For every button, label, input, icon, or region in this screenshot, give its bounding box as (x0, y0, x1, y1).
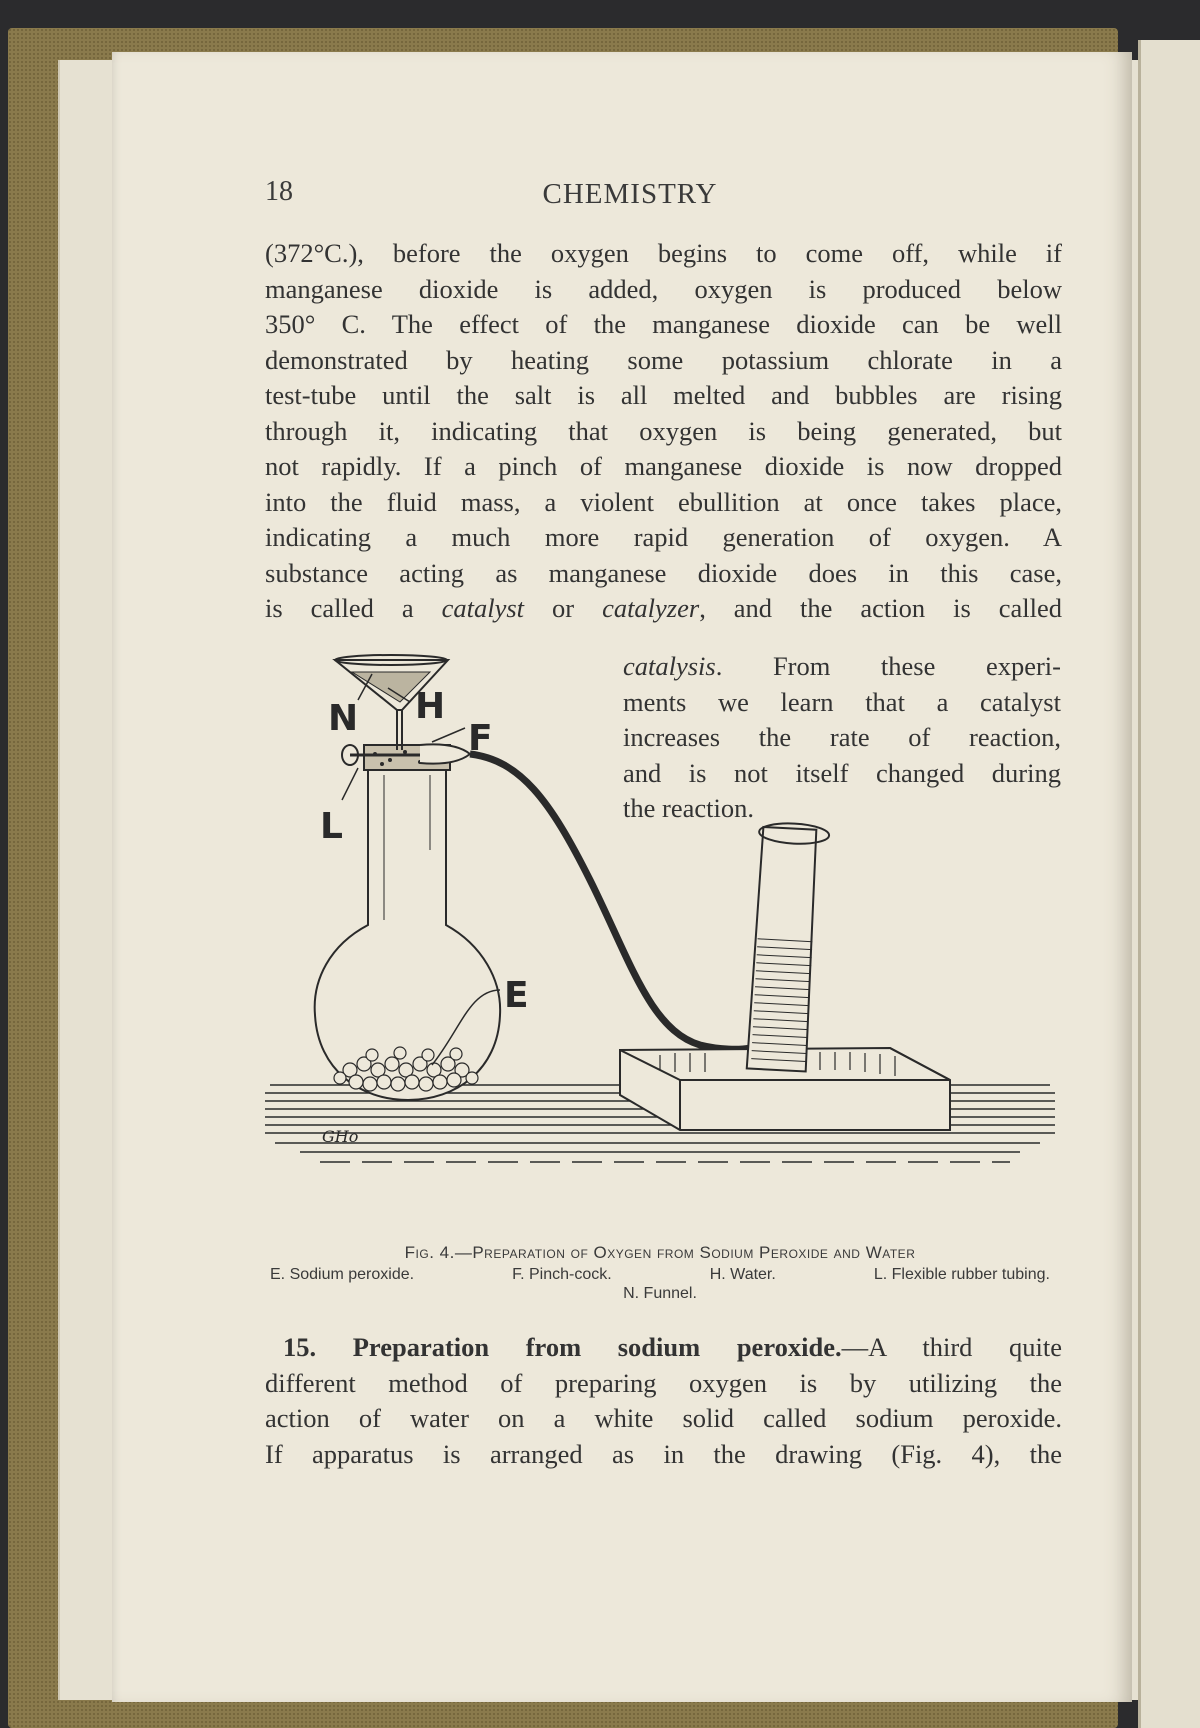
section-heading: 15. Preparation from sodium peroxide. (283, 1332, 842, 1362)
text-line: not rapidly. If a pinch of manganese dioxide is now dropped (265, 451, 1062, 481)
caption-key: H. Water. (709, 1266, 776, 1283)
text-line: increases the rate of reaction, (623, 722, 1061, 752)
text-line: ments we learn that a catalyst (623, 686, 1061, 717)
line11-mid: or (524, 593, 603, 623)
text-line: and is not itself changed during (623, 757, 1061, 788)
text-line: If apparatus is arranged as in the drawing (Fig. 4), the (265, 1438, 1062, 1469)
text-line: action of water on a white solid called sodium peroxide. (265, 1403, 1062, 1433)
running-head: CHEMISTRY (542, 178, 718, 210)
page-header (0, 176, 1200, 216)
text-line: (372°C.), before the oxygen begins to come off, while if (265, 238, 1062, 268)
caption-key: L. Flexible rubber tubing. (873, 1266, 1050, 1283)
page-number: 18 (265, 176, 293, 207)
term-catalyzer: catalyzer (602, 593, 700, 623)
section-15 (265, 1330, 1062, 1472)
label-e: E (504, 975, 529, 1016)
facing-page (1138, 40, 1200, 1728)
text-line: the reaction. (623, 793, 754, 823)
caption-key: F. Pinch-cock. (512, 1266, 612, 1283)
text-line: indicating a much more rapid generation of oxygen. A (265, 522, 1062, 552)
label-f: F (468, 718, 493, 759)
caption-keys (260, 1266, 1060, 1284)
text-line: manganese dioxide is added, oxygen is produced below (265, 273, 1062, 304)
caption-key: N. Funnel. (623, 1285, 697, 1302)
caption-title: Fig. 4.—Preparation of Oxygen from Sodium Peroxide and Water (404, 1243, 916, 1262)
section-lead: —A third quite (841, 1332, 1062, 1362)
text-line: into the fluid mass, a violent ebullition at once takes place, (265, 486, 1062, 517)
text-line: demonstrated by heating some potassium chlorate in a (265, 344, 1062, 375)
text-line: different method of preparing oxygen is by utilizing the (265, 1367, 1062, 1398)
line11-pre: is called a (265, 593, 442, 623)
text-line: through it, indicating that oxygen is being generated, but (265, 415, 1062, 446)
apparatus-figure (260, 650, 1060, 1230)
text-line: 350° C. The effect of the manganese dioxide can be well (265, 309, 1062, 339)
label-n: N (328, 698, 359, 739)
term-catalyst: catalyst (441, 593, 525, 623)
artist-signature: GHo (322, 1127, 359, 1146)
text-line: test-tube until the salt is all melted and bubbles are rising (265, 380, 1062, 410)
text-line (265, 1330, 1062, 1366)
collecting-cylinder (747, 822, 830, 1072)
text-line (265, 591, 1062, 627)
label-h: H (415, 686, 446, 727)
wrap-first-rest: . From these experi- (715, 651, 1061, 681)
paragraph-1 (265, 236, 1062, 627)
term-catalysis: catalysis (623, 651, 716, 681)
label-l: L (320, 806, 343, 847)
text-line: substance acting as manganese dioxide does in this case, (265, 557, 1062, 588)
figure-caption (260, 1243, 1060, 1303)
line11-post: , and the action is called (699, 593, 1062, 623)
caption-key: E. Sodium peroxide. (270, 1266, 415, 1283)
